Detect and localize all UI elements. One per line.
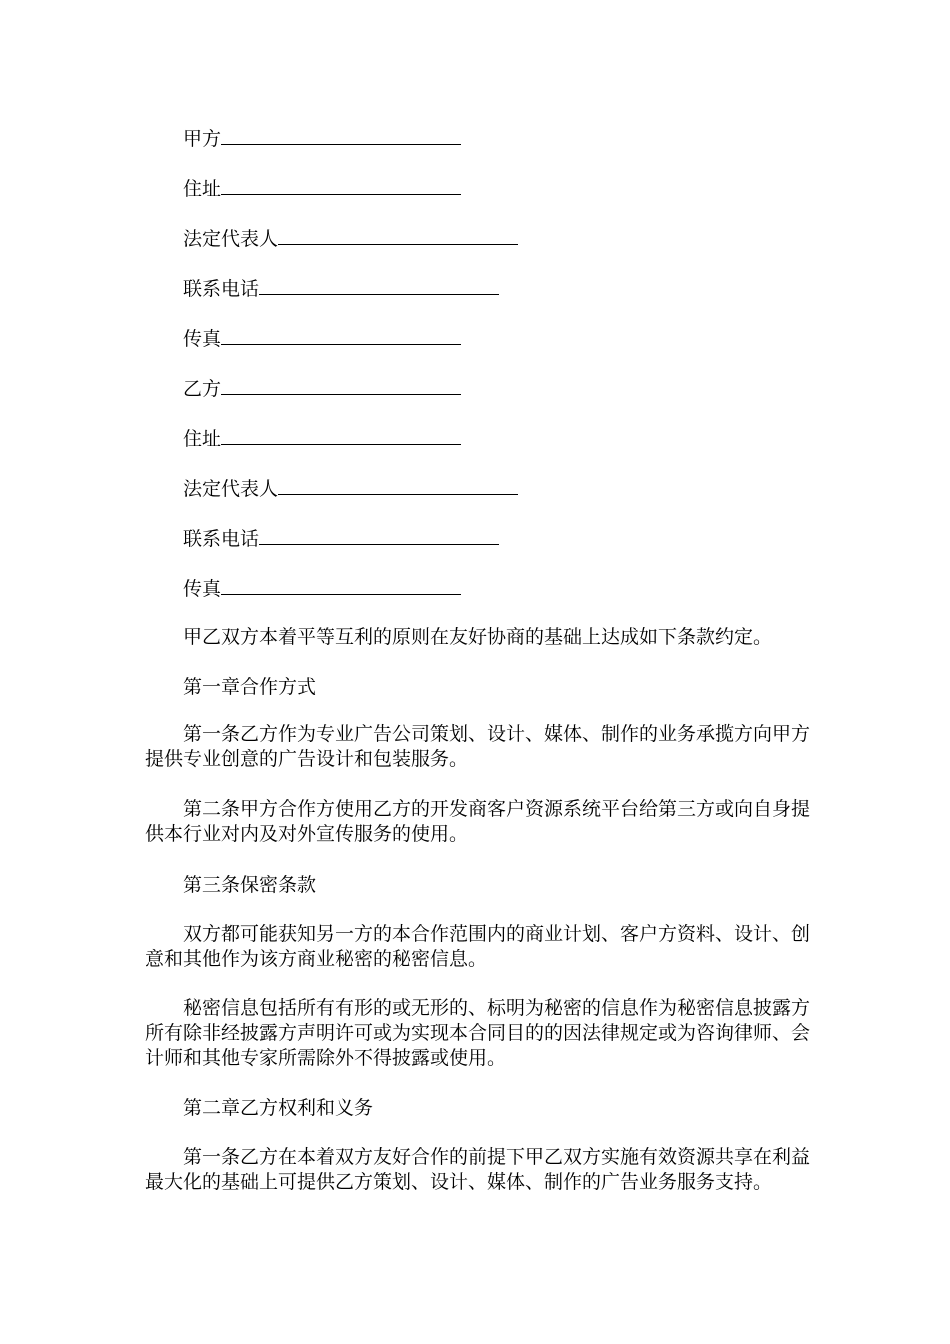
chapter-1-article-2: 第二条甲方合作方使用乙方的开发商客户资源系统平台给第三方或向自身提供本行业对内及对外宣传服务的使用。 (145, 798, 811, 845)
party-a-fax-field (183, 325, 461, 351)
party-b-field (183, 375, 461, 401)
chapter-1-heading: 第一章合作方式 (183, 676, 317, 698)
chapter-2-article-1: 第一条乙方在本着双方友好合作的前提下甲乙双方实施有效资源共享在利益最大化的基础上可提供乙方策划、设计、媒体、制作的广告业务服务支持。 (145, 1146, 811, 1193)
blank-underline (221, 325, 461, 345)
field-label: 法定代表人 (183, 478, 279, 500)
field-label: 传真 (183, 578, 222, 600)
party-a-address-field (183, 175, 461, 201)
blank-underline (259, 275, 499, 295)
blank-underline (221, 425, 461, 445)
field-label: 传真 (183, 328, 222, 350)
field-label: 联系电话 (183, 278, 260, 300)
field-label: 联系电话 (183, 528, 260, 550)
party-a-field (183, 125, 461, 151)
field-label: 住址 (183, 428, 222, 450)
blank-underline (259, 525, 499, 545)
blank-underline (278, 475, 518, 495)
chapter-1-article-3-heading: 第三条保密条款 (183, 874, 317, 896)
blank-underline (221, 375, 461, 395)
blank-underline (221, 175, 461, 195)
field-label: 乙方 (183, 378, 222, 400)
blank-underline (221, 575, 461, 595)
party-b-address-field (183, 425, 461, 451)
blank-underline (221, 125, 461, 145)
party-b-fax-field (183, 575, 461, 601)
blank-underline (278, 225, 518, 245)
party-b-legal-rep-field (183, 475, 518, 501)
party-a-phone-field (183, 275, 499, 301)
field-label: 甲方 (183, 128, 222, 150)
confidentiality-paragraph-2: 秘密信息包括所有有形的或无形的、标明为秘密的信息作为秘密信息披露方所有除非经披露方声明许可或为实现本合同目的的因法律规定或为咨询律师、会计师和其他专家所需除外不得披露或使用。 (145, 997, 811, 1069)
field-label: 法定代表人 (183, 228, 279, 250)
chapter-2-heading: 第二章乙方权利和义务 (183, 1097, 374, 1119)
party-b-phone-field (183, 525, 499, 551)
confidentiality-paragraph-1: 双方都可能获知另一方的本合作范围内的商业计划、客户方资料、设计、创意和其他作为该方商业秘密的秘密信息。 (145, 923, 811, 970)
party-a-legal-rep-field (183, 225, 518, 251)
field-label: 住址 (183, 178, 222, 200)
chapter-1-article-1: 第一条乙方作为专业广告公司策划、设计、媒体、制作的业务承揽方向甲方提供专业创意的广告设计和包装服务。 (145, 723, 811, 770)
intro-paragraph: 甲乙双方本着平等互利的原则在友好协商的基础上达成如下条款约定。 (183, 626, 773, 648)
